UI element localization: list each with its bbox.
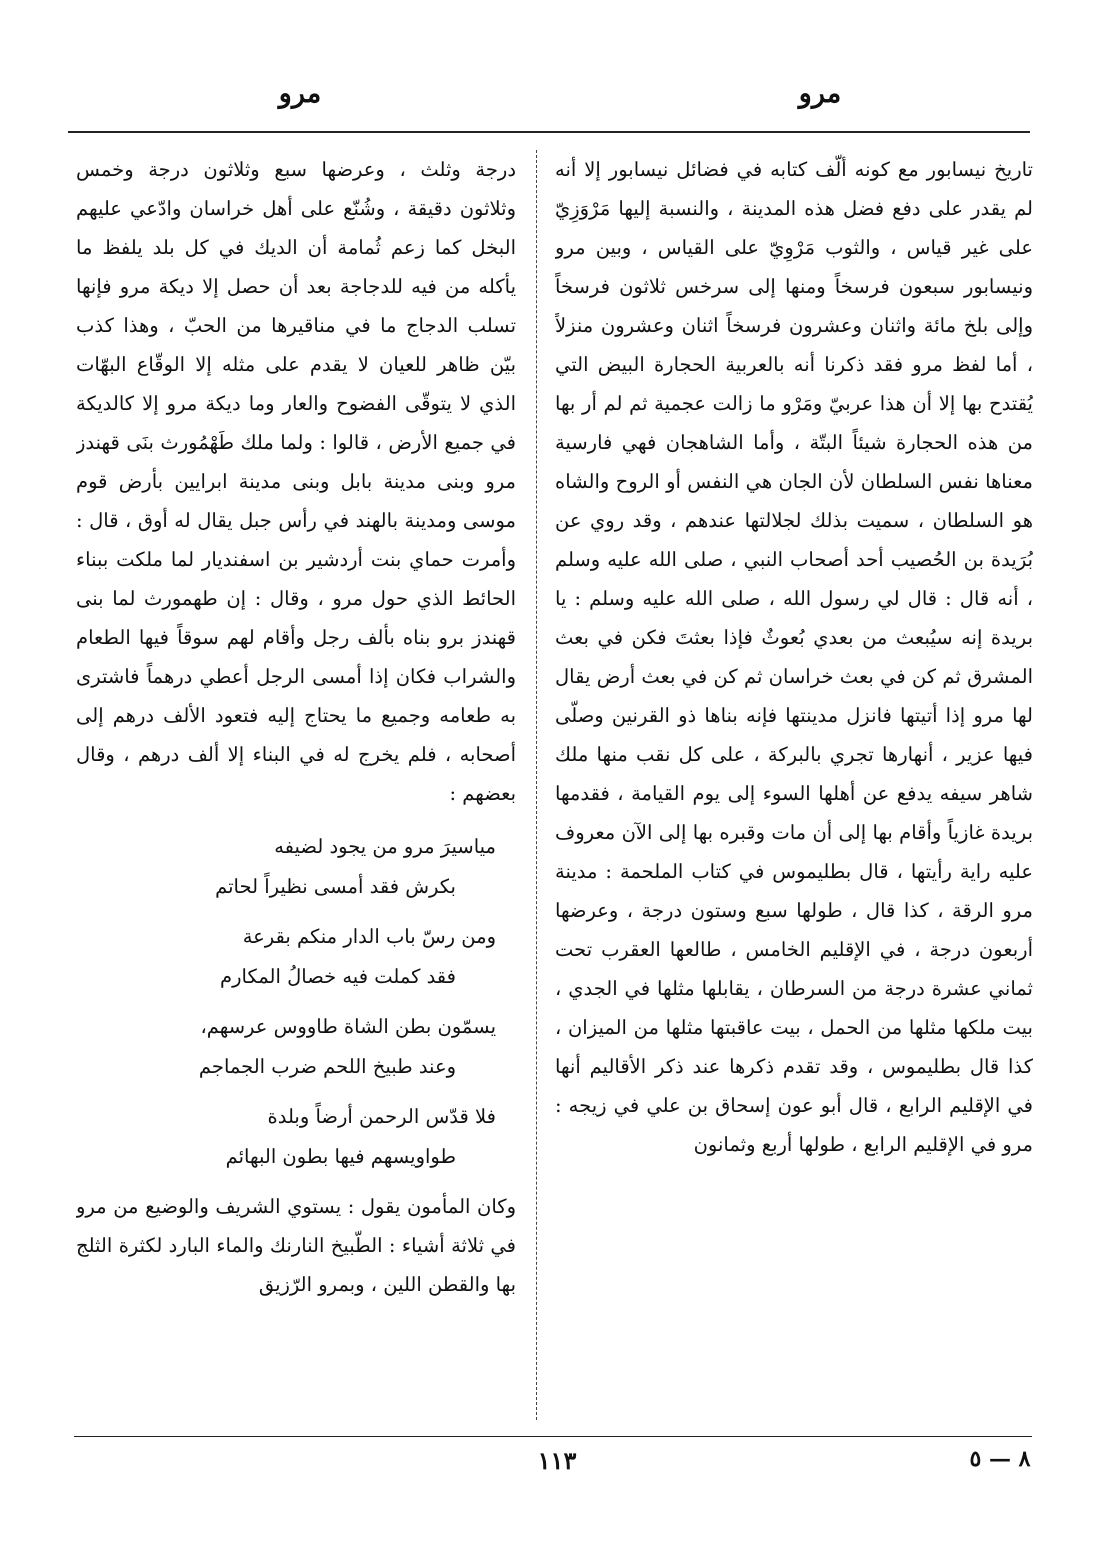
verse-second-hemistich: وعند طبيخ اللحم ضرب الجماجم — [198, 1055, 456, 1078]
page-number: ١١٣ — [537, 1446, 577, 1475]
left-column — [76, 150, 516, 1420]
running-head-left: مرو — [278, 78, 322, 109]
verse-second-hemistich: طواويسهم فيها بطون البهائم — [225, 1145, 456, 1168]
verse-first-hemistich: ومن رسّ باب الدار منكم بقرعة — [242, 925, 496, 948]
right-column-text: تاريخ نيسابور مع كونه ألّف كتابه في فضائل نيسابور إلا أنه لم يقدر على دفع فضل هذه المدينة ، والنسبة إليها مَرْوَزِيّ على غير قياس ، والثوب مَرْوِيّ على القياس ، وبين مرو ونيسابور سبعون فرسخاً ومنها إلى سرخس ثلاثون فرسخاً وإلى بلخ مائة واثنان وعشرون فرسخاً اثنان وعشرون منزلاً ، أما لفظ مرو فقد ذكرنا أنه بالعربية الحجارة البيض التي يُقتدح بها إلا أن هذا عربيّ ومَرْو ما زالت عجمية ثم لم أر بها من هذه الحجارة شيئاً البتّة ، وأما الشاهجان فهي فارسية معناها نفس السلطان لأن الجان هي النفس أو الروح والشاه هو السلطان ، سميت بذلك لجلالتها عندهم ، وقد روي عن بُرَيدة بن الحُصيب أحد أصحاب النبي ، صلى الله عليه وسلم ، أنه قال : قال لي رسول الله ، صلى الله عليه وسلم : يا بريدة إنه سيُبعث من بعدي بُعوثٌ فإذا بعثتَ فكن في بعث المشرق ثم كن في بعث خراسان ثم كن في بعث أرض يقال لها مرو إذا أتيتها فانزل مدينتها فإنه بناها ذو القرنين وصلّى فيها عزير ، أنهارها تجري بالبركة ، على كل نقب منها ملك شاهر سيفه يدفع عن أهلها السوء إلى يوم القيامة ، فقدمها بريدة غازياً وأقام بها إلى أن مات وقبره بها إلى الآن معروف عليه راية رأيتها ، قال بطليموس في كتاب الملحمة : مدينة مرو الرقة ، كذا قال ، طولها سبع وستون درجة ، وعرضها أربعون درجة ، في الإقليم الخامس ، طالعها العقرب تحت ثماني عشرة درجة من السرطان ، يقابلها مثلها في الجدي ، بيت ملكها مثلها من الحمل ، بيت عاقبتها مثلها من الميزان ، كذا قال بطليموس ، وقد تقدم ذكرها عند ذكر الأقاليم أنها في الإقليم الرابع ، قال أبو عون إسحاق بن علي في زيجه : مرو في الإقليم الرابع ، طولها أربع وثمانون — [555, 158, 1033, 1156]
verse-first-hemistich: فلا قدّس الرحمن أرضاً وبلدة — [267, 1105, 496, 1128]
header-rule — [68, 131, 1030, 133]
verse-first-hemistich: يسمّون بطن الشاة طاووس عرسهم، — [200, 1015, 496, 1038]
poem-verse — [76, 917, 516, 997]
footer-rule — [74, 1436, 1032, 1437]
running-head-right: مرو — [798, 78, 842, 109]
right-column — [555, 150, 1033, 1420]
signature-mark: ٨ — ٥ — [969, 1446, 1031, 1472]
poem-verse — [76, 827, 516, 907]
poem-verse — [76, 1097, 516, 1177]
poem — [76, 827, 516, 1177]
verse-second-hemistich: بكرش فقد أمسى نظيراً لحاتم — [215, 875, 456, 898]
verse-first-hemistich: مياسيرَ مرو من يجود لضيفه — [274, 835, 496, 858]
left-column-text-before-poem: درجة وثلث ، وعرضها سبع وثلاثون درجة وخمس وثلاثون دقيقة ، وشُنّع على أهل خراسان وادّعي عليهم البخل كما زعم ثُمامة أن الديك في كل بلد يلفظ ما يأكله من فيه للدجاجة بعد أن حصل إلا ديكة مرو فإنها تسلب الدجاج ما في مناقيرها من الحبّ ، وهذا كذب بيّن ظاهر للعيان لا يقدم على مثله إلا الوقّاع البهّات الذي لا يتوقّى الفضوح والعار وما ديكة مرو إلا كالديكة في جميع الأرض ، قالوا : ولما ملك طَهْمُورث بنَى قهندز مرو وبنى مدينة بابل وبنى مدينة ابرايين بأرض قوم موسى ومدينة بالهند في رأس جبل يقال له أوق ، قال : وأمرت حماي بنت أردشير بن اسفنديار لما ملكت ببناء الحائط الذي حول مرو ، وقال : إن طهمورث لما بنى قهندز برو بناه بألف رجل وأقام لهم سوقاً فيها الطعام والشراب فكان إذا أمسى الرجل أعطي درهماً فاشترى به طعامه وجميع ما يحتاج إليه فتعود الألف درهم إلى أصحابه ، فلم يخرج له في البناء إلا ألف درهم ، وقال بعضهم : — [76, 158, 516, 805]
poem-verse — [76, 1007, 516, 1087]
column-divider — [536, 150, 537, 1420]
left-column-text-after-poem: وكان المأمون يقول : يستوي الشريف والوضيع من مرو في ثلاثة أشياء : الطّبيخ النارنك والماء البارد لكثرة الثلج بها والقطن اللين ، وبمرو الرّزيق — [76, 1195, 516, 1296]
verse-second-hemistich: فقد كملت فيه خصالُ المكارم — [220, 965, 456, 988]
